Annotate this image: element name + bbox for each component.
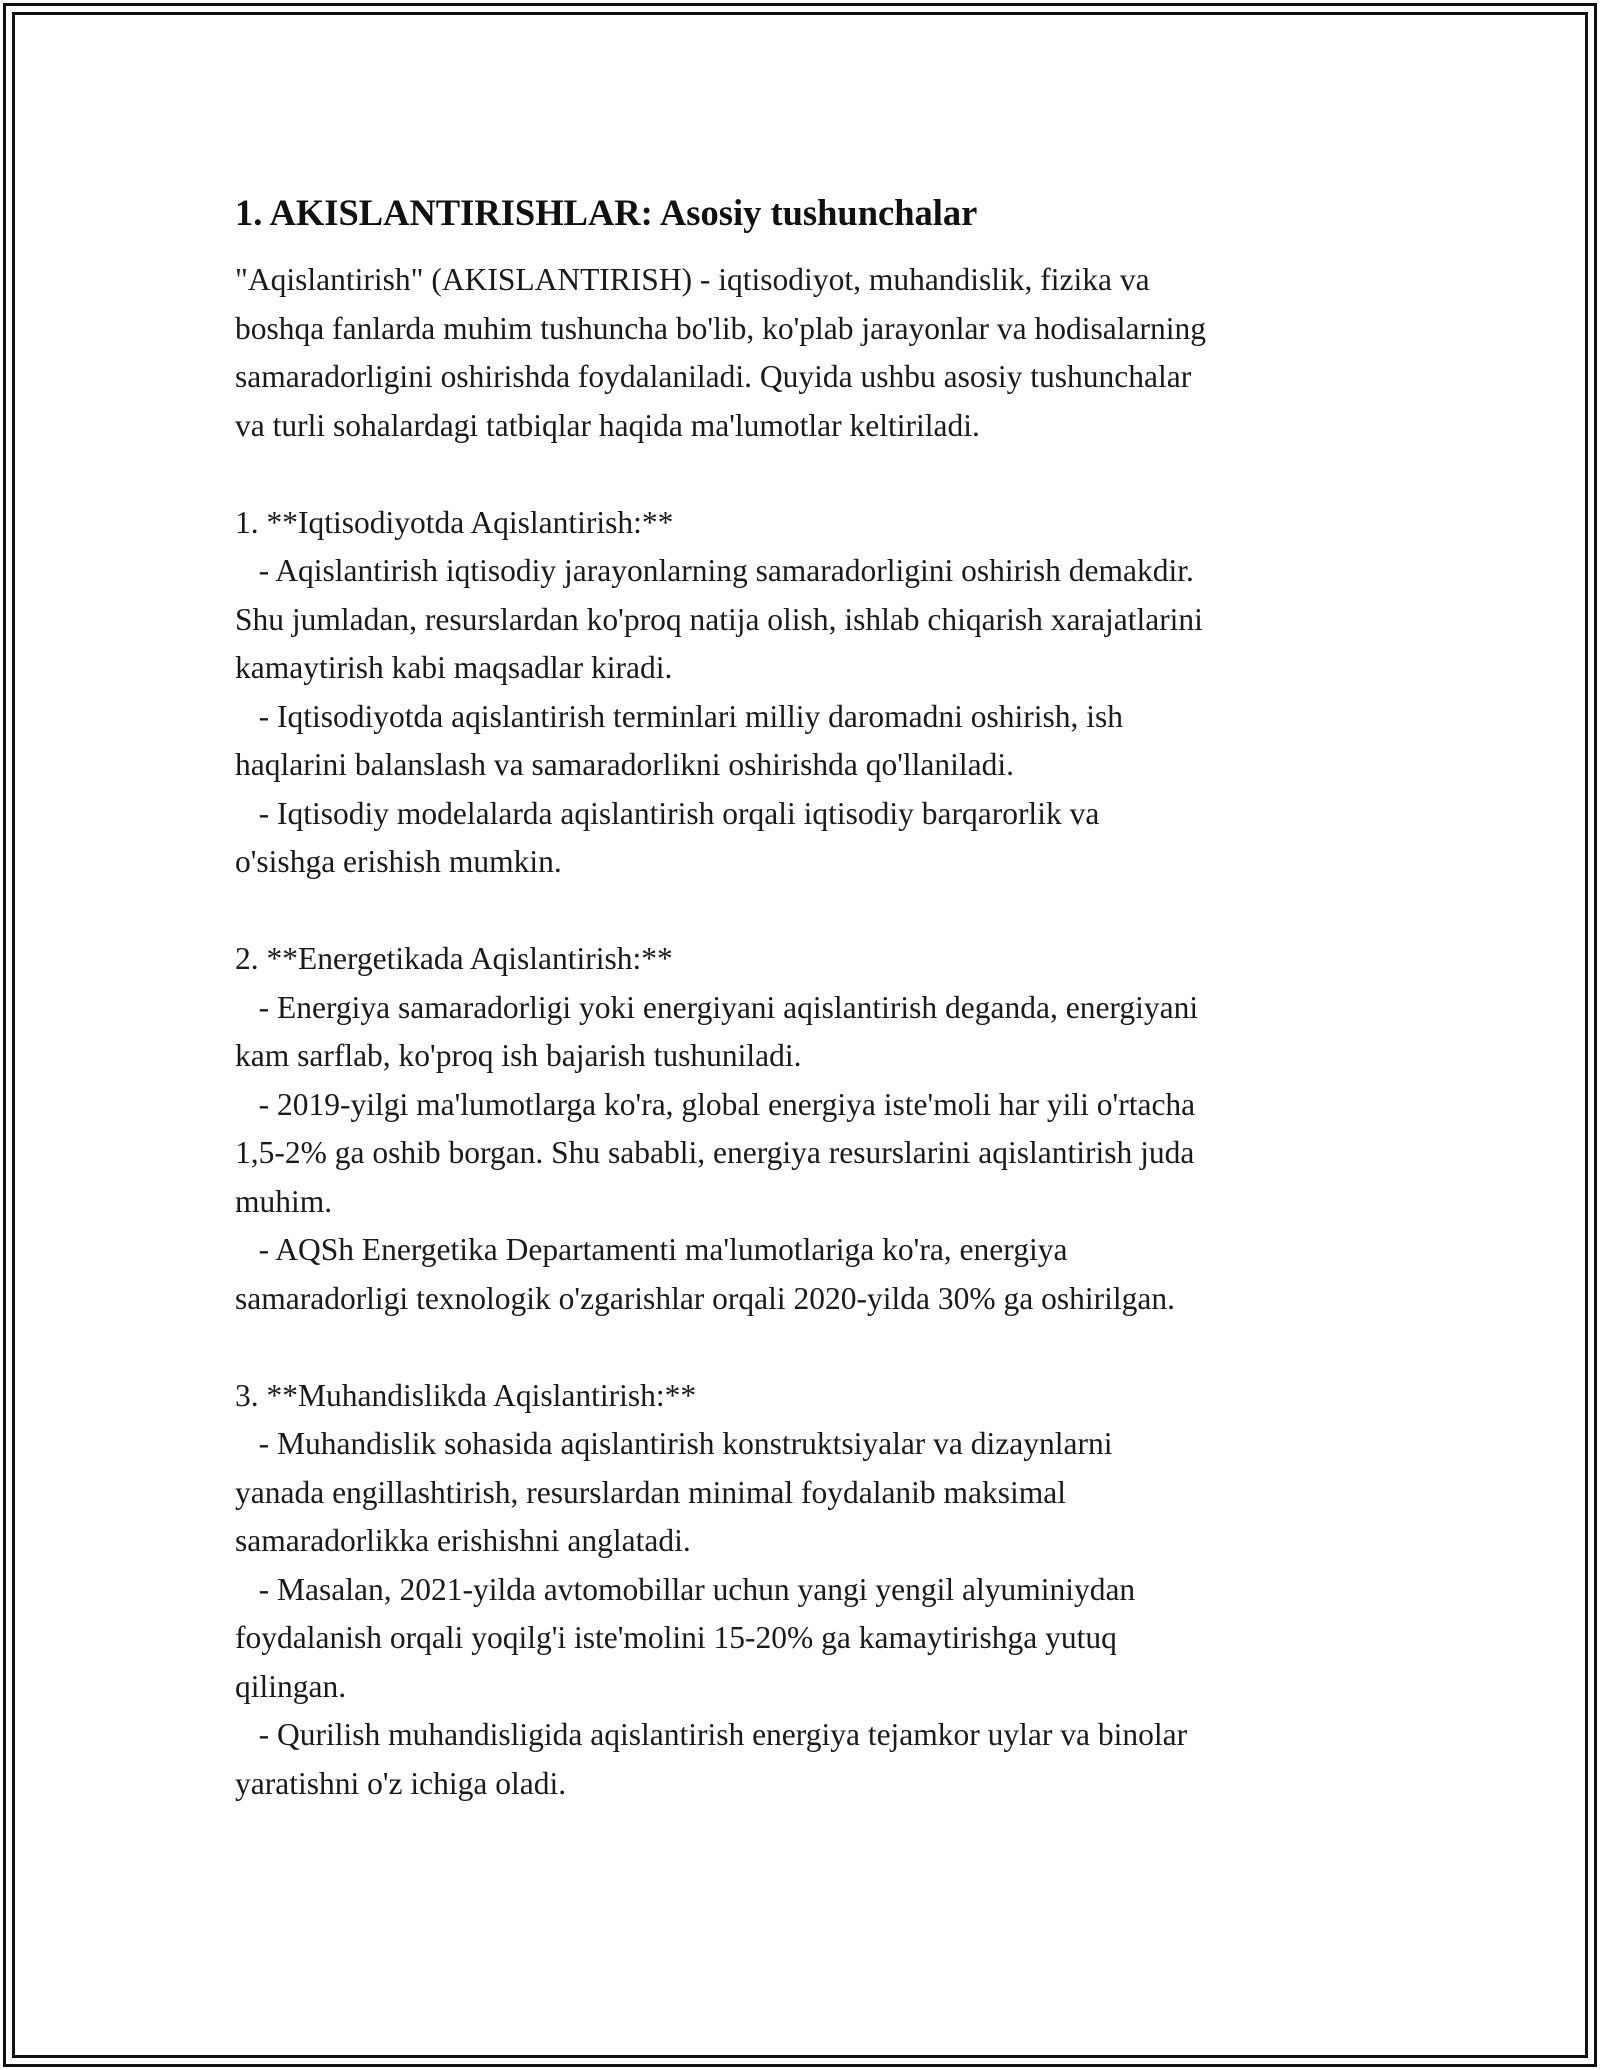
document-body: "Aqislantirish" (AKISLANTIRISH) - iqtisodiyot, muhandislik, fizika va boshqa fanlarda muhim tushuncha bo'lib, ko'plab jarayonlar va hodisalarning samaradorligini oshirishda foydalaniladi. Quyida ushbu asosiy tushunchalar va turli sohalardagi tatbiqlar haqida ma'lumotlar keltiriladi. 1. **Iqtisodiyotda Aqislantirish:** - Aqislantirish iqtisodiy jarayonlarning samaradorligini oshirish demakdir. Shu jumladan, resurslardan ko'proq natija olish, ishlab chiqarish xarajatlarini kamaytirish kabi maqsadlar kiradi. - Iqtisodiyotda aqislantirish terminlari milliy daromadni oshirish, ish haqlarini balanslash va samaradorlikni oshirishda qo'llaniladi. - Iqtisodiy modelalarda aqislantirish orqali iqtisodiy barqarorlik va o'sishga erishish mumkin. 2. **Energetikada Aqislantirish:** - Energiya samaradorligi yoki energiyani aqislantirish deganda, energiyani kam sarflab, ko'proq ish bajarish tushuniladi. - 2019-yilgi ma'lumotlarga ko'ra, global energiya iste'moli har yili o'rtacha 1,5-2% ga oshib borgan. Shu sababli, energiya resurslarini aqislantirish juda muhim. - AQSh Energetika Departamenti ma'lumotlariga ko'ra, energiya samaradorligi texnologik o'zgarishlar orqali 2020-yilda 30% ga oshirilgan. 3. **Muhandislikda Aqislantirish:** - Muhandislik sohasida aqislantirish konstruktsiyalar va dizaynlarni yanada engillashtirish, resurslardan minimal foydalanib maksimal samaradorlikka erishishni anglatadi. - Masalan, 2021-yilda avtomobillar uchun yangi yengil alyuminiydan foydalanish orqali yoqilg'i iste'molini 15-20% ga kamaytirishga yutuq qilingan. - Qurilish muhandisligida aqislantirish energiya tejamkor uylar va binolar yaratishni o'z ichiga oladi.: [235, 262, 1206, 1801]
document-content: [235, 184, 1400, 1808]
document-title: 1. AKISLANTIRISHLAR: Asosiy tushunchalar: [235, 192, 978, 233]
